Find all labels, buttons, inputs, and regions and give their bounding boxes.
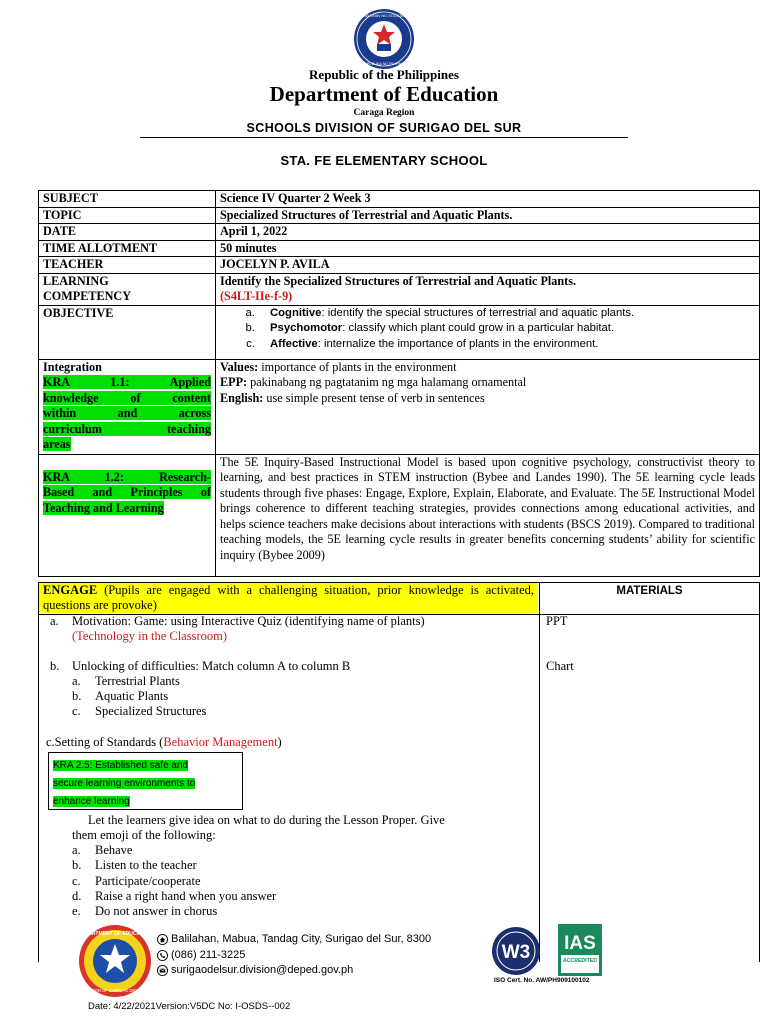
w3-certification-logo	[474, 925, 558, 977]
topic-row	[39, 207, 760, 224]
address-text: Balilahan, Mabua, Tandag City, Surigao del Sur, 8300	[171, 933, 432, 945]
competency-code: (S4LT-IIe-f-9)	[220, 289, 293, 303]
topic-value: Specialized Structures of Terrestrial and Aquatic Plants.	[216, 207, 760, 224]
objective-text: : internalize the importance of plants in the environment.	[317, 337, 599, 350]
integration-row	[39, 359, 760, 454]
standard-marker: d.	[72, 889, 82, 903]
phone-row	[157, 948, 431, 964]
email-row	[157, 963, 431, 979]
procedure-column-divider	[539, 582, 540, 962]
teacher-row	[39, 257, 760, 274]
standard-marker: c.	[72, 874, 81, 888]
competency-label-line-2: COMPETENCY	[43, 289, 132, 303]
school-name: STA. FE ELEMENTARY SCHOOL	[280, 153, 488, 168]
objective-term: Psychomotor	[270, 322, 343, 334]
engage-note: (Pupils are engaged with a challenging situation, prior knowledge is activated, questions are provoke)	[43, 583, 534, 612]
objective-item	[258, 321, 755, 337]
competency-label-line-1: LEARNING	[43, 273, 109, 288]
instruction-line: Let the learners give idea on what to do during the Lesson Proper. Give	[88, 813, 445, 827]
standard-item: Listen to the teacher	[95, 858, 197, 872]
kra-1-1-line: curriculum teaching	[43, 421, 211, 436]
unlocking-item: Specialized Structures	[95, 704, 207, 718]
address-row	[157, 932, 431, 948]
kra-1-2-line: Based and Principles of	[43, 485, 211, 499]
competency-value: Identify the Specialized Structures of Terrestrial and Aquatic Plants.	[220, 273, 577, 288]
objective-item	[258, 306, 755, 322]
kra-1-1-line: knowledge of content	[43, 390, 211, 405]
teacher-value: JOCELYN P. AVILA	[216, 257, 760, 274]
topic-label: TOPIC	[39, 207, 216, 224]
unlocking-text: Unlocking of difficulties: Match column A to column B	[72, 659, 351, 673]
time-label: TIME ALLOTMENT	[39, 240, 216, 257]
email-icon	[157, 965, 168, 976]
motivation-marker: a.	[50, 614, 59, 628]
kra-2-5-line: KRA 2.5: Established safe and	[53, 760, 189, 771]
competency-label	[39, 273, 216, 305]
english-text: use simple present tense of verb in sentences	[263, 390, 485, 405]
values-label: Values:	[220, 359, 259, 374]
technology-tag: (Technology in the Classroom)	[72, 629, 227, 643]
kra-1-2-line: KRA 1.2: Research-	[43, 469, 211, 484]
five-e-model-text: The 5E Inquiry-Based Instructional Model is based upon cognitive psychology, constructivist theory to learning, and best practices in STEM instruction (Bybee and Landes 1990). The 5E learning cycle leads students through five phases: Engage, Explore, Explain, Elaborate, and Evaluate. The 5E Instructional Model brings coherence to different teaching strategies, provides connections among educational activities, and helps science teachers make decisions about interactions with students (BSCS 2019). Compared to traditional teaching models, the 5E learning cycle results in greater benefits concerning students’ ability for scientific inquiry (Bybee 2009)	[216, 454, 760, 576]
objective-cell	[216, 305, 760, 359]
date-label: DATE	[39, 224, 216, 241]
lesson-info-table	[38, 190, 760, 577]
epp-label: EPP:	[220, 375, 248, 389]
integration-label: Integration	[43, 359, 102, 374]
email-text: surigaodelsur.division@deped.gov.ph	[171, 964, 354, 976]
material-item: Chart	[546, 659, 574, 673]
header-divider	[140, 137, 628, 138]
phone-text: (086) 211-3225	[171, 948, 246, 961]
department-heading: Department of Education	[269, 82, 499, 106]
standard-marker: e.	[72, 904, 81, 918]
objective-term: Affective	[270, 337, 318, 350]
kra-1-2-line: Teaching and Learning	[43, 500, 164, 515]
home-icon	[157, 934, 168, 945]
procedure-section	[38, 582, 760, 962]
instruction-line: them emoji of the following:	[72, 828, 216, 842]
english-line	[220, 391, 755, 407]
division-logo-ring-bottom: DIVISION OF SURIGAO DEL SUR	[82, 988, 148, 993]
iso-cert-number: ISO Cert. No. AW/PH909100102	[494, 977, 590, 984]
time-row	[39, 240, 760, 257]
standard-item: Behave	[95, 843, 133, 857]
subject-value: Science IV Quarter 2 Week 3	[216, 191, 760, 208]
objective-term: Cognitive	[270, 306, 322, 319]
engage-header	[39, 583, 538, 613]
unlocking-item: Aquatic Plants	[95, 689, 169, 703]
division-heading: SCHOOLS DIVISION OF SURIGAO DEL SUR	[246, 121, 522, 135]
integration-label-cell	[39, 359, 216, 454]
objective-text: : classify which plant could grow in a particular habitat.	[342, 322, 615, 334]
ias-accreditation-logo	[558, 924, 602, 976]
kra-1-2-row	[39, 454, 760, 576]
objective-label: OBJECTIVE	[39, 305, 216, 359]
motivation-text: Motivation: Game: using Interactive Quiz (identifying name of plants)	[72, 614, 425, 628]
standard-item: Participate/cooperate	[95, 874, 201, 888]
standard-item: Raise a right hand when you answer	[95, 889, 277, 903]
objective-text: : identify the special structures of terrestrial and aquatic plants.	[321, 306, 635, 319]
materials-header: MATERIALS	[616, 585, 683, 597]
deped-seal-logo	[353, 8, 415, 70]
values-line	[220, 360, 755, 376]
material-item: PPT	[546, 614, 568, 628]
ias-badge-text: IAS	[564, 933, 596, 954]
unlocking-marker: b.	[50, 659, 60, 673]
unlocking-item-marker: c.	[72, 704, 81, 718]
kra-2-5-box	[48, 752, 243, 810]
standard-item: Do not answer in chorus	[95, 904, 218, 918]
epp-text: pakinabang ng pagtatanim ng mga halamang ornamental	[247, 375, 527, 389]
competency-row	[39, 273, 760, 305]
date-row	[39, 224, 760, 241]
competency-cell	[216, 273, 760, 305]
division-logo-ring-top: DEPARTMENT OF EDUCATION	[78, 931, 152, 937]
unlocking-item-marker: a.	[72, 674, 81, 688]
epp-line	[220, 375, 755, 391]
ias-sub-text: ACCREDITED	[562, 958, 598, 964]
objective-item	[258, 337, 755, 353]
objective-list	[220, 306, 755, 353]
time-value: 50 minutes	[216, 240, 760, 257]
engage-label: ENGAGE	[43, 583, 98, 597]
w3-badge-text: W3	[501, 942, 531, 963]
standard-marker: a.	[72, 843, 81, 857]
division-logo	[78, 924, 152, 998]
footer-contact	[157, 932, 431, 979]
region-heading: Caraga Region	[353, 108, 415, 118]
kra-2-5-line: enhance learning	[53, 796, 130, 807]
subject-row	[39, 191, 760, 208]
date-value: April 1, 2022	[216, 224, 760, 241]
procedure-right-border	[759, 582, 760, 962]
standard-marker: b.	[72, 858, 82, 872]
republic-heading: Republic of the Philippines	[309, 67, 459, 82]
phone-icon	[157, 950, 168, 961]
procedure-left-border	[38, 582, 39, 962]
english-label: English:	[220, 390, 264, 405]
unlocking-item-marker: b.	[72, 689, 82, 703]
kra-1-1-line: KRA 1.1: Applied	[43, 375, 211, 389]
kra-1-1-line: areas	[43, 437, 71, 451]
behavior-management-tag: Behavior Management	[163, 735, 278, 749]
subject-label: SUBJECT	[39, 191, 216, 208]
integration-cell	[216, 359, 760, 454]
kra-2-5-line: secure learning environments to	[53, 778, 196, 789]
kra-1-2-cell	[39, 454, 216, 576]
seal-ring-bottom: REPUBLIKA NG PILIPINAS	[361, 62, 407, 66]
setting-standards-line: c.Setting of Standards (Behavior Management)	[46, 735, 282, 749]
document-control-code: Date: 4/22/2021Version:V5DC No: I-OSDS--002	[88, 1001, 291, 1012]
objective-row	[39, 305, 760, 359]
unlocking-item: Terrestrial Plants	[95, 674, 180, 688]
seal-ring-top: KAGAWARAN NG EDUKASYON	[354, 13, 414, 18]
values-text: importance of plants in the environment	[258, 359, 457, 374]
teacher-label: TEACHER	[39, 257, 216, 274]
kra-1-1-line: within and across	[43, 406, 211, 420]
